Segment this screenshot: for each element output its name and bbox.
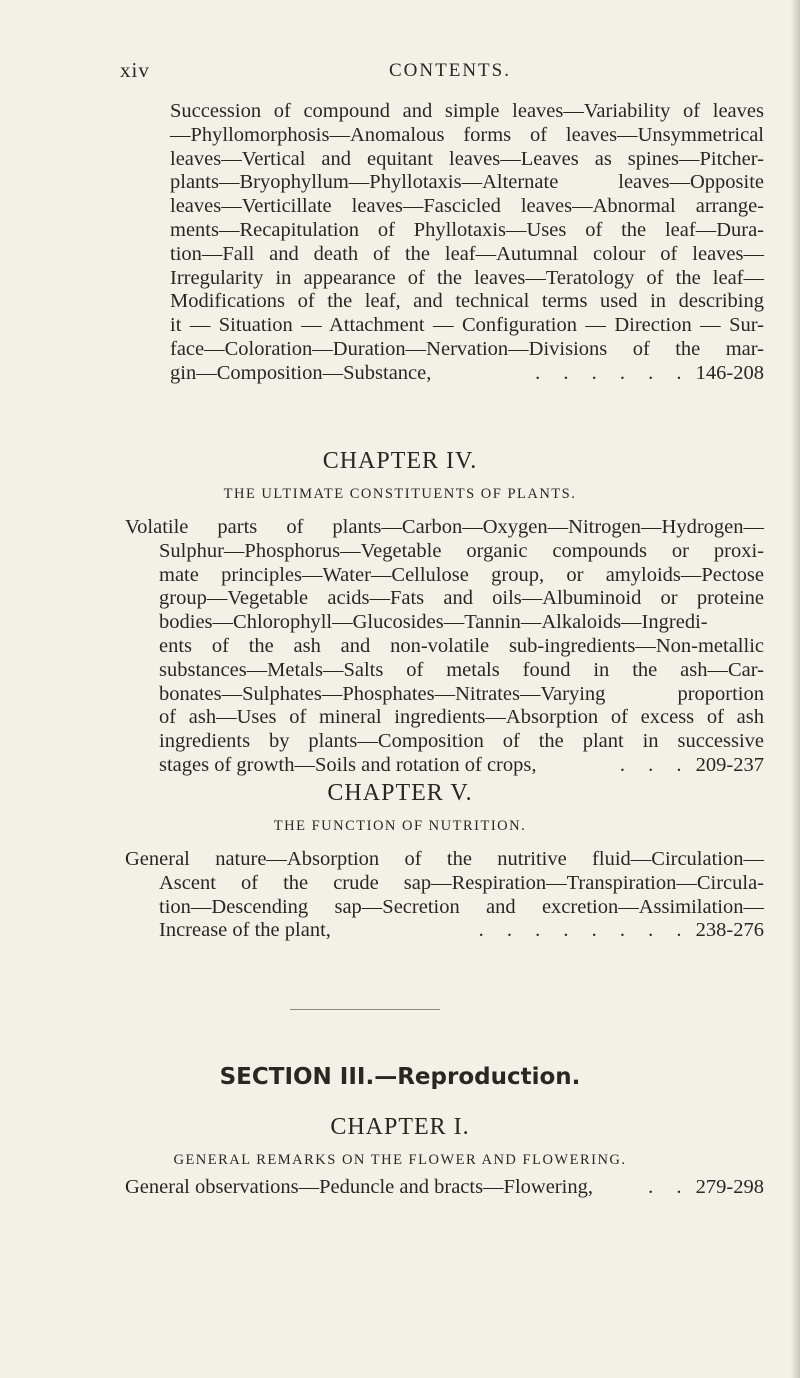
entry-last-line xyxy=(125,919,764,943)
text-line: leaves—Vertical and equitant leaves—Leaves as spines—Pitcher- xyxy=(170,147,764,170)
text-line: Volatile parts of plants—Carbon—Oxygen—Nitrogen—Hydrogen— xyxy=(125,516,764,538)
page-folio: xiv xyxy=(120,58,150,82)
text-line: face—Coloration—Duration—Nervation—Divisions of the mar- xyxy=(170,337,764,360)
section-divider-rule xyxy=(290,1009,440,1010)
page-range-value: 238-276 xyxy=(695,919,764,942)
text-line: tion—Descending sap—Secretion and excretion—Assimilation— xyxy=(159,895,764,918)
running-title: CONTENTS. xyxy=(389,60,511,81)
dot-leader: . . xyxy=(648,1176,691,1198)
chapter-heading: CHAPTER I. xyxy=(330,1114,470,1140)
page-range xyxy=(648,1176,764,1200)
contents-entry-constituents xyxy=(125,516,764,778)
page-range-value: 146-208 xyxy=(695,361,764,384)
text-line: it — Situation — Attachment — Configuration — Direction — Sur- xyxy=(170,314,764,337)
entry-lines xyxy=(170,100,764,362)
contents-entry-nutrition xyxy=(125,848,764,943)
text-line: plants—Bryophyllum—Phyllotaxis—Alternate leaves—Opposite xyxy=(170,171,764,194)
chapter-subtitle: GENERAL REMARKS ON THE FLOWER AND FLOWERING. xyxy=(173,1152,627,1168)
entry-last-line xyxy=(125,1176,764,1200)
text-line: Ascent of the crude sap—Respiration—Transpiration—Circula- xyxy=(159,871,764,894)
text-line: mate principles—Water—Cellulose group, or amyloids—Pectose xyxy=(159,563,764,586)
chapter-subtitle: THE ULTIMATE CONSTITUENTS OF PLANTS. xyxy=(223,486,577,502)
text-line: —Phyllomorphosis—Anomalous forms of leaves—Unsymmetrical xyxy=(170,123,764,146)
dot-leader: . . . . . . xyxy=(535,361,691,384)
dot-leader: . . . . . . . . xyxy=(478,919,691,942)
text-line: General nature—Absorption of the nutritive fluid—Circulation— xyxy=(125,848,764,870)
entry-last-text: General observations—Peduncle and bracts—Flowering, xyxy=(125,1176,593,1198)
contents-entry-leaves xyxy=(170,100,764,386)
text-line: Succession of compound and simple leaves—Variability of leaves xyxy=(170,100,764,122)
entry-last-text: Increase of the plant, xyxy=(159,919,331,942)
text-line: Sulphur—Phosphorus—Vegetable organic compounds or proxi- xyxy=(159,539,764,562)
chapter-heading: CHAPTER IV. xyxy=(322,448,478,474)
chapter-heading: CHAPTER V. xyxy=(327,780,473,806)
text-line: ingredients by plants—Composition of the plant in successive xyxy=(159,730,764,753)
text-line: group—Vegetable acids—Fats and oils—Albuminoid or proteine xyxy=(159,587,764,610)
text-line: bodies—Chlorophyll—Glucosides—Tannin—Alkaloids—Ingredi- xyxy=(159,611,708,634)
page-range xyxy=(535,362,764,386)
section-heading: SECTION III.—Reproduction. xyxy=(219,1064,581,1090)
text-line: bonates—Sulphates—Phosphates—Nitrates—Varying proportion xyxy=(159,682,764,705)
page-range xyxy=(479,919,764,943)
text-line: leaves—Verticillate leaves—Fascicled leaves—Abnormal arrange- xyxy=(170,195,764,218)
text-line: Irregularity in appearance of the leaves—Teratology of the leaf— xyxy=(170,266,764,289)
entry-last-line xyxy=(170,362,764,386)
entry-lines xyxy=(125,516,764,754)
text-line: ments—Recapitulation of Phyllotaxis—Uses of the leaf—Dura- xyxy=(170,218,764,241)
text-line: Modifications of the leaf, and technical terms used in describing xyxy=(170,290,764,313)
entry-last-text: stages of growth—Soils and rotation of crops, xyxy=(159,753,537,776)
text-line: of ash—Uses of mineral ingredients—Absorption of excess of ash xyxy=(159,706,764,729)
page-range-value: 279-298 xyxy=(695,1176,764,1198)
entry-lines xyxy=(125,848,764,919)
entry-last-line xyxy=(125,754,764,778)
page-edge xyxy=(790,0,800,1378)
text-line: substances—Metals—Salts of metals found in the ash—Car- xyxy=(159,658,764,681)
contents-entry-flower xyxy=(125,1176,764,1200)
dot-leader: . . . xyxy=(619,753,691,776)
chapter-subtitle: THE FUNCTION OF NUTRITION. xyxy=(273,818,527,834)
running-head xyxy=(120,58,760,82)
entry-last-text: gin—Composition—Substance, xyxy=(170,361,432,384)
text-line: ents of the ash and non-volatile sub-ingredients—Non-metallic xyxy=(159,634,764,657)
page-range-value: 209-237 xyxy=(695,753,764,776)
text-line: tion—Fall and death of the leaf—Autumnal colour of leaves— xyxy=(170,242,764,265)
page-range xyxy=(620,754,764,778)
